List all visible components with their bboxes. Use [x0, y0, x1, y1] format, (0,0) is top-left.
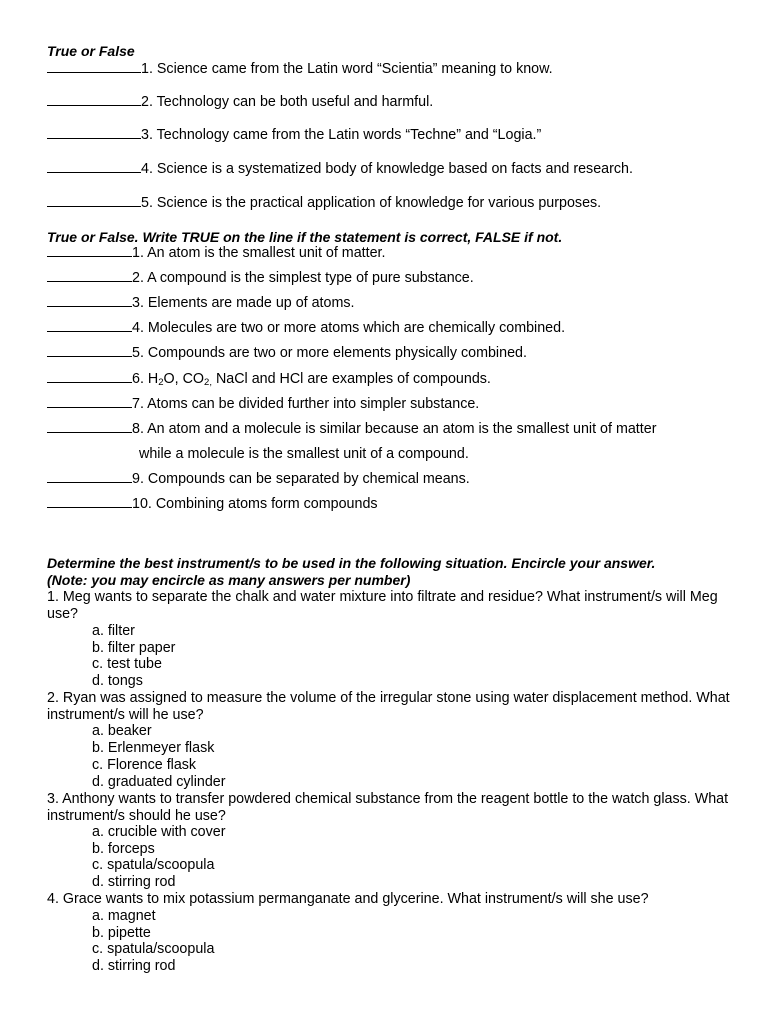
s2-item-7: 7. Atoms can be divided further into simpler substance. — [47, 396, 479, 412]
subscript: 2, — [204, 377, 212, 388]
s3-question-4: 4. Grace wants to mix potassium permanganate and glycerine. What instrument/s will she use? — [47, 891, 649, 907]
s2-item-10: 10. Combining atoms form compounds — [47, 496, 378, 512]
section2-heading: True or False. Write TRUE on the line if the statement is correct, FALSE if not. — [47, 229, 563, 245]
s3-q1-option-a[interactable]: a. filter — [92, 623, 135, 639]
section3-heading-line2: (Note: you may encircle as many answers per number) — [47, 572, 411, 588]
section1-heading: True or False — [47, 43, 135, 59]
s3-q4-option-c[interactable]: c. spatula/scoopula — [92, 941, 215, 957]
answer-blank[interactable] — [47, 138, 141, 139]
answer-blank[interactable] — [47, 306, 132, 307]
answer-blank[interactable] — [47, 331, 132, 332]
s3-q4-option-d[interactable]: d. stirring rod — [92, 958, 176, 974]
s3-q3-option-d[interactable]: d. stirring rod — [92, 874, 176, 890]
s3-q2-option-d[interactable]: d. graduated cylinder — [92, 774, 226, 790]
answer-blank[interactable] — [47, 256, 132, 257]
answer-blank[interactable] — [47, 432, 132, 433]
s3-question-3: 3. Anthony wants to transfer powdered chemical substance from the reagent bottle to the watch glass. What instrument/s should he use? — [47, 791, 729, 824]
answer-blank[interactable] — [47, 206, 141, 207]
answer-blank[interactable] — [47, 507, 132, 508]
s3-q1-option-d[interactable]: d. tongs — [92, 673, 143, 689]
s2-item-5: 5. Compounds are two or more elements physically combined. — [47, 345, 527, 361]
answer-blank[interactable] — [47, 172, 141, 173]
s3-question-2: 2. Ryan was assigned to measure the volume of the irregular stone using water displacement method. What instrument/s will he use? — [47, 690, 730, 723]
answer-blank[interactable] — [47, 382, 132, 383]
s2-item-9: 9. Compounds can be separated by chemical means. — [47, 471, 470, 487]
s3-q3-option-c[interactable]: c. spatula/scoopula — [92, 857, 215, 873]
s2-item-1: 1. An atom is the smallest unit of matter. — [47, 245, 386, 261]
s3-q3-option-b[interactable]: b. forceps — [92, 841, 155, 857]
s2-item-6: 6. $H_2O$, $CO_{2,}$ NaCl and HCl are examples of compounds. — [47, 371, 491, 387]
s1-item-1: 1. Science came from the Latin word “Scientia” meaning to know. — [47, 61, 553, 77]
s3-q2-option-c[interactable]: c. Florence flask — [92, 757, 197, 773]
s1-item-3: 3. Technology came from the Latin words “Techne” and “Logia.” — [47, 127, 541, 143]
s3-q4-option-b[interactable]: b. pipette — [92, 925, 151, 941]
s1-item-5: 5. Science is the practical application of knowledge for various purposes. — [47, 195, 601, 211]
answer-blank[interactable] — [47, 281, 132, 282]
s1-item-4: 4. Science is a systematized body of knowledge based on facts and research. — [47, 161, 633, 177]
section3-heading-line1: Determine the best instrument/s to be used in the following situation. Encircle your answer. — [47, 555, 656, 571]
s3-q1-option-b[interactable]: b. filter paper — [92, 640, 176, 656]
s2-item-8-continuation: while a molecule is the smallest unit of a compound. — [139, 446, 469, 462]
s1-item-2: 2. Technology can be both useful and harmful. — [47, 94, 433, 110]
s2-item-4: 4. Molecules are two or more atoms which are chemically combined. — [47, 320, 565, 336]
s3-q1-option-c[interactable]: c. test tube — [92, 656, 162, 672]
answer-blank[interactable] — [47, 356, 132, 357]
s3-question-1: 1. Meg wants to separate the chalk and water mixture into filtrate and residue? What instrument/s will Meg use? — [47, 589, 718, 622]
s2-item-3: 3. Elements are made up of atoms. — [47, 295, 355, 311]
s2-item-2: 2. A compound is the simplest type of pure substance. — [47, 270, 474, 286]
s3-q4-option-a[interactable]: a. magnet — [92, 908, 156, 924]
s3-q3-option-a[interactable]: a. crucible with cover — [92, 824, 226, 840]
s3-q2-option-a[interactable]: a. beaker — [92, 723, 152, 739]
answer-blank[interactable] — [47, 105, 141, 106]
answer-blank[interactable] — [47, 482, 132, 483]
subscript: 2 — [158, 377, 164, 388]
s2-item-8: 8. An atom and a molecule is similar because an atom is the smallest unit of matter — [47, 421, 656, 437]
s3-q2-option-b[interactable]: b. Erlenmeyer flask — [92, 740, 215, 756]
answer-blank[interactable] — [47, 407, 132, 408]
answer-blank[interactable] — [47, 72, 141, 73]
